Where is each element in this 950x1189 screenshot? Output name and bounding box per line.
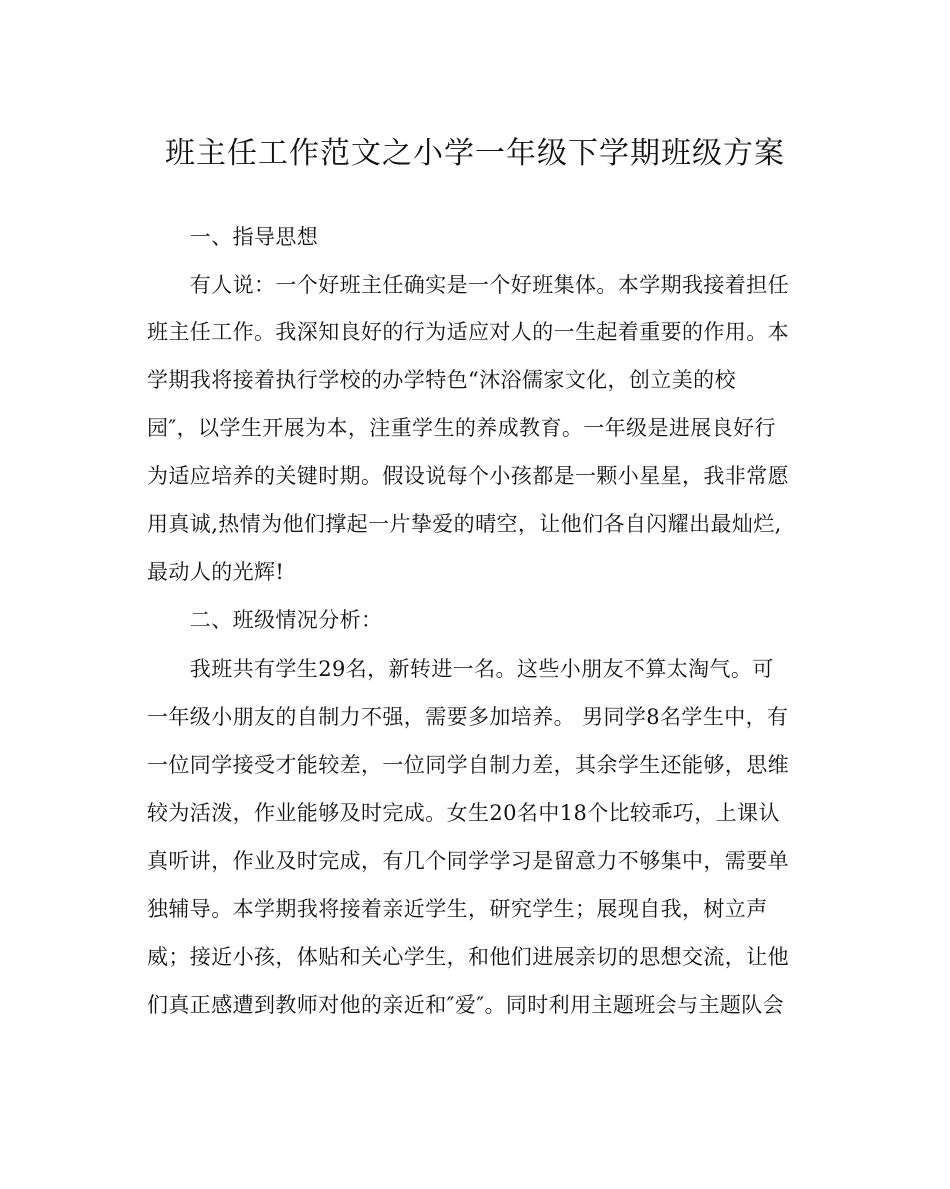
body-line: 班主任工作。我深知良好的行为适应对人的一生起着重要的作用。本	[147, 320, 789, 344]
body-line: 最动人的光辉!	[147, 560, 285, 584]
body-line: 一位同学接受才能较差，一位同学自制力差，其余学生还能够，思维	[147, 753, 789, 777]
body-line: 有人说：一个好班主任确实是一个好班集体。本学期我接着担任	[147, 273, 789, 297]
body-line: 一年级小朋友的自制力不强，需要多加培养。 男同学8名学生中，有	[147, 705, 789, 729]
body-line: 学期我将接着执行学校的办学特色“沐浴儒家文化，创立美的校	[147, 368, 736, 392]
heading-guiding-thought: 一、指导思想	[147, 225, 319, 249]
body-line: 们真正感遭到教师对他的亲近和″爱″。同时利用主题班会与主题队会	[147, 993, 785, 1017]
body-line: 为适应培养的关键时期。假设说每个小孩都是一颗小星星，我非常愿	[147, 464, 789, 488]
body-line: 园″，以学生开展为本，注重学生的养成教育。一年级是进展良好行	[147, 416, 776, 440]
document-title: 班主任工作范文之小学一年级下学期班级方案	[165, 136, 785, 171]
body-line: 较为活泼，作业能够及时完成。女生20名中18个比较乖巧，上课认	[147, 801, 780, 825]
body-line: 真听讲，作业及时完成，有几个同学学习是留意力不够集中，需要单	[147, 849, 789, 873]
heading-class-analysis: 二、班级情况分析：	[147, 608, 383, 632]
body-line: 独辅导。本学期我将接着亲近学生，研究学生；展现自我，树立声	[147, 897, 768, 921]
body-line: 威；接近小孩，体贴和关心学生，和他们进展亲切的思想交流，让他	[147, 945, 789, 969]
body-line: 我班共有学生29名，新转进一名。这些小朋友不算太淘气。可	[147, 657, 774, 681]
body-line: 用真诚,热情为他们撑起一片挚爱的晴空，让他们各自闪耀出最灿烂,	[147, 512, 782, 536]
